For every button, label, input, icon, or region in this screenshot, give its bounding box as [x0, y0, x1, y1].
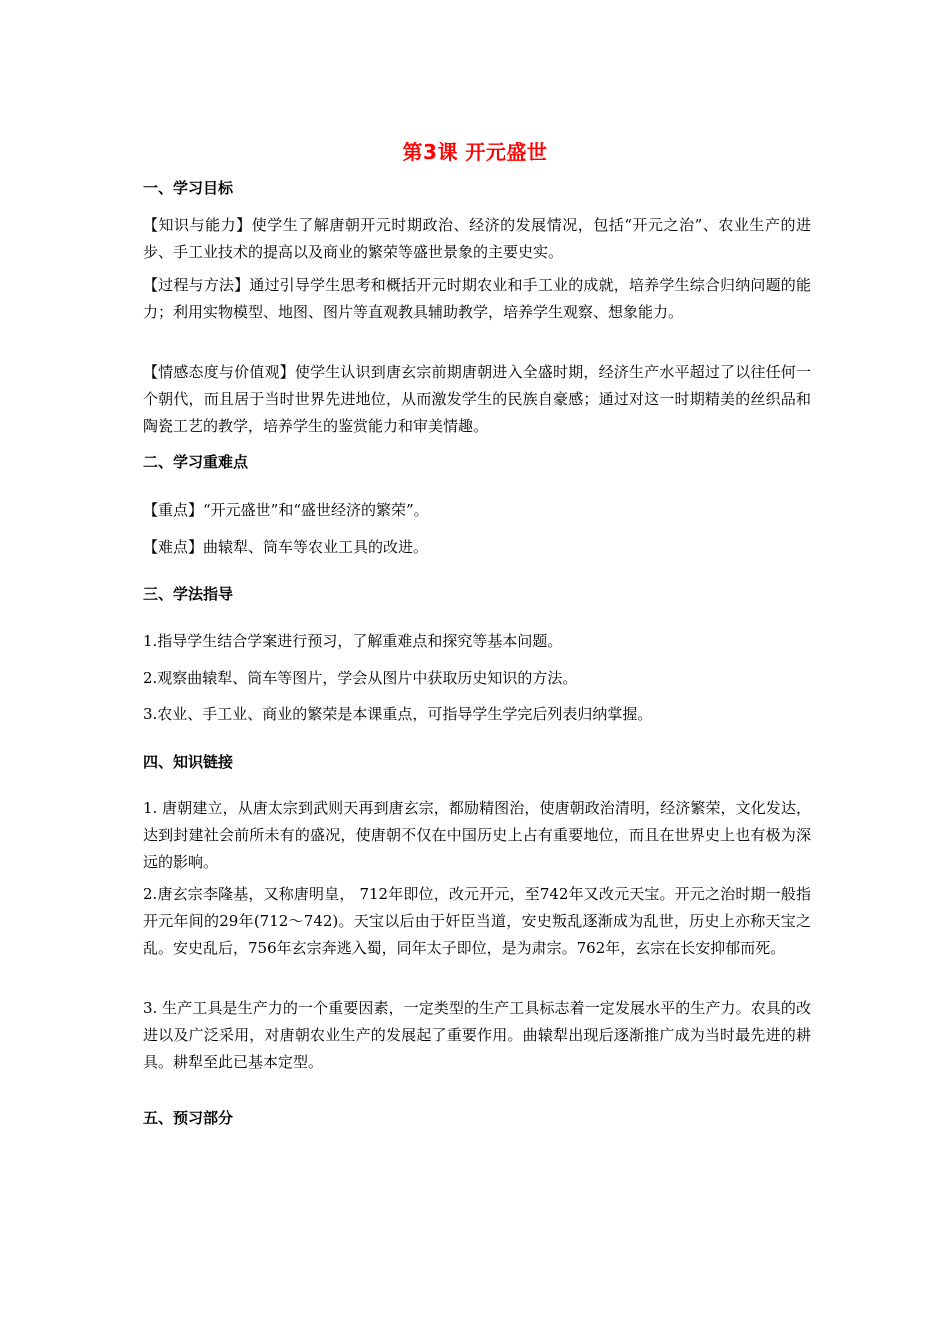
paragraph-link-2: 2.唐玄宗李隆基，又称唐明皇， 712年即位，改元开元，至742年又改元天宝。开元之治时期一般指开元年间的29年(712～742)。天宝以后由于奸臣当道，安史叛乱逐渐成为乱世，历史上亦称天宝之乱。安史乱后，756年玄宗奔逃入蜀，同年太子即位，是为肃宗。762年，玄宗在长安抑郁而死。	[143, 885, 811, 957]
section-heading-study-guide: 三、学法指导	[143, 585, 234, 603]
paragraph-key-point: 【重点】“开元盛世”和“盛世经济的繁荣”。	[143, 501, 429, 519]
paragraph-emotion-values: 【情感态度与价值观】使学生认识到唐玄宗前期唐朝进入全盛时期，经济生产水平超过了以往任何一个朝代，而且居于当时世界先进地位，从而激发学生的民族自豪感；通过对这一时期精美的丝织品和陶瓷工艺的教学，培养学生的鉴赏能力和审美情趣。	[143, 363, 811, 435]
section-heading-preview: 五、预习部分	[143, 1109, 234, 1127]
paragraph-guide-3: 3.农业、手工业、商业的繁荣是本课重点，可指导学生学完后列表归纳掌握。	[143, 705, 653, 723]
paragraph-process-method: 【过程与方法】通过引导学生思考和概括开元时期农业和手工业的成就，培养学生综合归纳问题的能力；利用实物模型、地图、图片等直观教具辅助教学，培养学生观察、想象能力。	[143, 276, 811, 321]
paragraph-knowledge-ability: 【知识与能力】使学生了解唐朝开元时期政治、经济的发展情况，包括“开元之治”、农业生产的进步、手工业技术的提高以及商业的繁荣等盛世景象的主要史实。	[143, 216, 811, 261]
section-heading-key-points: 二、学习重难点	[143, 453, 249, 471]
paragraph-guide-1: 1.指导学生结合学案进行预习，了解重难点和探究等基本问题。	[143, 632, 563, 650]
paragraph-guide-2: 2.观察曲辕犁、筒车等图片，学会从图片中获取历史知识的方法。	[143, 669, 578, 687]
page-title: 第3课 开元盛世	[402, 140, 548, 164]
section-heading-objectives: 一、学习目标	[143, 179, 234, 197]
paragraph-link-3: 3. 生产工具是生产力的一个重要因素，一定类型的生产工具标志着一定发展水平的生产力。农具的改进以及广泛采用，对唐朝农业生产的发展起了重要作用。曲辕犁出现后逐渐推广成为当时最先进的耕具。耕犁至此已基本定型。	[143, 999, 811, 1071]
paragraph-link-1: 1. 唐朝建立，从唐太宗到武则天再到唐玄宗，都励精图治，使唐朝政治清明，经济繁荣，文化发达，达到封建社会前所未有的盛况，使唐朝不仅在中国历史上占有重要地位，而且在世界史上也有极为深远的影响。	[143, 799, 811, 871]
section-heading-knowledge-links: 四、知识链接	[143, 753, 234, 771]
paragraph-difficult-point: 【难点】曲辕犁、筒车等农业工具的改进。	[143, 538, 429, 556]
